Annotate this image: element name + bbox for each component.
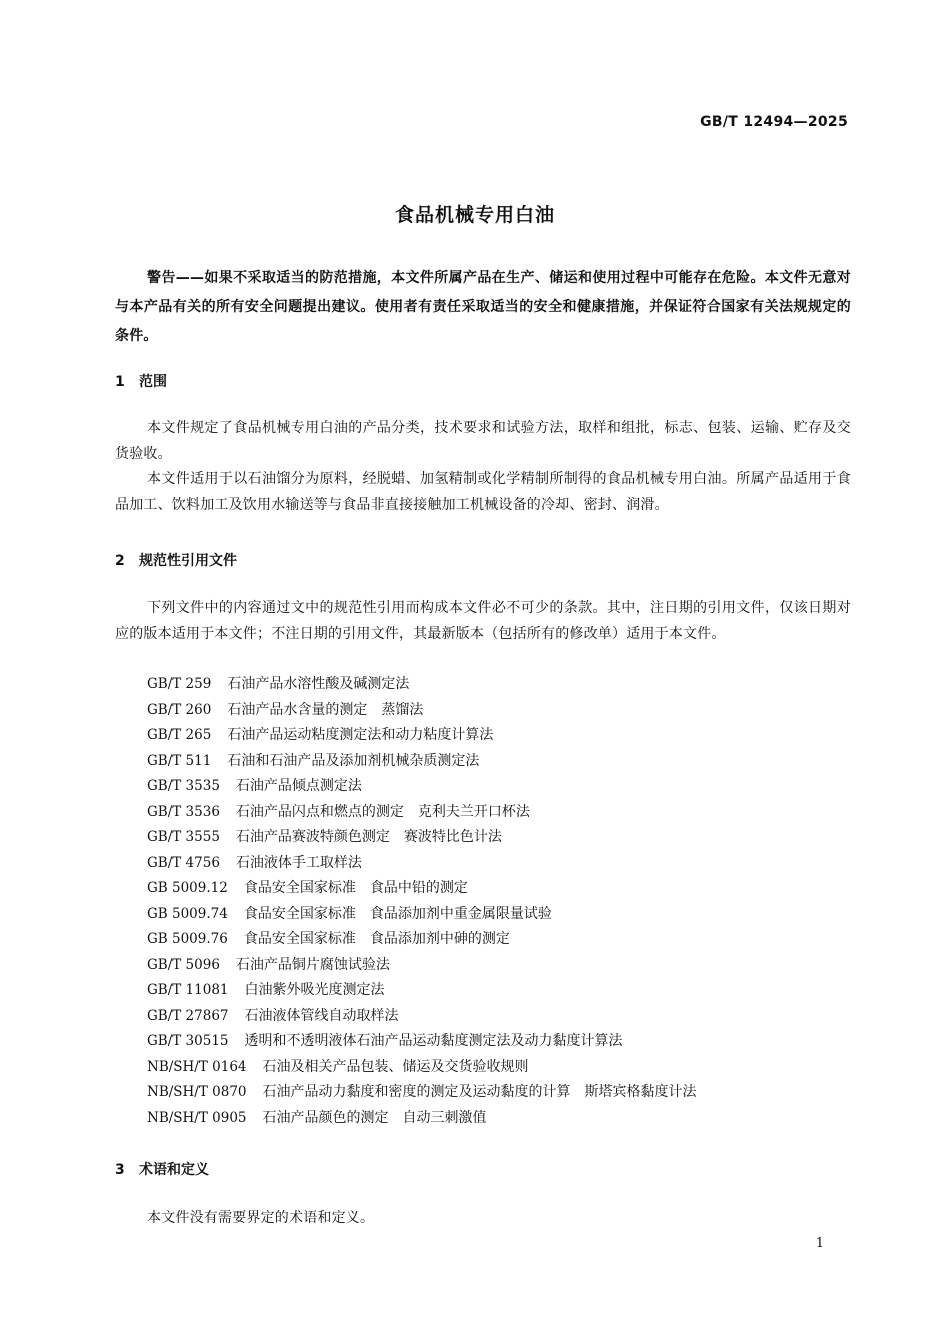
reference-item bbox=[147, 927, 697, 953]
reference-title: 石油产品铜片腐蚀试验法 bbox=[235, 956, 390, 973]
reference-title: 白油紫外吸光度测定法 bbox=[244, 982, 385, 998]
reference-item bbox=[147, 1055, 697, 1081]
section-title: 范围 bbox=[139, 374, 167, 390]
reference-code: GB 5009.76 bbox=[147, 931, 228, 947]
reference-title: 食品安全国家标准 食品添加剂中砷的测定 bbox=[243, 931, 510, 947]
reference-item bbox=[147, 1004, 697, 1030]
reference-code: GB/T 30515 bbox=[147, 1033, 229, 1049]
reference-item bbox=[147, 902, 697, 928]
section-heading-normative-refs bbox=[115, 550, 237, 570]
reference-list bbox=[147, 672, 697, 1131]
reference-code: GB/T 5096 bbox=[147, 956, 220, 973]
reference-item bbox=[147, 672, 697, 698]
reference-title: 石油和石油产品及添加剂机械杂质测定法 bbox=[227, 752, 480, 769]
section-title: 术语和定义 bbox=[139, 1162, 209, 1178]
reference-item bbox=[147, 774, 697, 800]
reference-title: 石油产品赛波特颜色测定 赛波特比色计法 bbox=[235, 829, 502, 845]
reference-title: 石油产品颜色的测定 自动三刺激值 bbox=[262, 1109, 487, 1126]
reference-code: NB/SH/T 0164 bbox=[147, 1058, 247, 1075]
section-number: 2 bbox=[115, 553, 125, 569]
reference-code: GB/T 27867 bbox=[147, 1007, 229, 1024]
reference-code: GB/T 265 bbox=[147, 727, 212, 743]
scope-paragraph: 本文件规定了食品机械专用白油的产品分类，技术要求和试验方法，取样和组批，标志、包装、运输、贮存及交货验收。 bbox=[115, 420, 851, 462]
section-heading-terms bbox=[115, 1159, 209, 1179]
reference-title: 石油及相关产品包装、储运及交货验收规则 bbox=[262, 1058, 529, 1075]
reference-item bbox=[147, 876, 697, 902]
reference-code: GB/T 3555 bbox=[147, 829, 220, 845]
reference-title: 透明和不透明液体石油产品运动黏度测定法及动力黏度计算法 bbox=[244, 1033, 623, 1049]
reference-title: 石油产品水溶性酸及碱测定法 bbox=[227, 676, 410, 692]
reference-item bbox=[147, 851, 697, 877]
reference-title: 石油液体手工取样法 bbox=[235, 854, 362, 871]
reference-title: 石油产品闪点和燃点的测定 克利夫兰开口杯法 bbox=[235, 803, 530, 820]
reference-title: 食品安全国家标准 食品添加剂中重金属限量试验 bbox=[243, 905, 552, 922]
reference-item bbox=[147, 800, 697, 826]
standard-number: GB/T 12494—2025 bbox=[700, 114, 848, 130]
document-title: 食品机械专用白油 bbox=[394, 204, 555, 226]
reference-code: NB/SH/T 0905 bbox=[147, 1109, 247, 1126]
terms-paragraph: 本文件没有需要界定的术语和定义。 bbox=[147, 1210, 375, 1226]
reference-code: GB/T 3535 bbox=[147, 778, 220, 794]
reference-code: GB 5009.12 bbox=[147, 880, 228, 896]
reference-code: GB/T 260 bbox=[147, 701, 212, 718]
reference-code: GB/T 511 bbox=[147, 752, 212, 769]
reference-title: 食品安全国家标准 食品中铅的测定 bbox=[243, 880, 468, 896]
reference-code: GB/T 3536 bbox=[147, 803, 220, 820]
reference-title: 石油液体管线自动取样法 bbox=[244, 1007, 399, 1024]
normative-refs-intro: 下列文件中的内容通过文中的规范性引用而构成本文件必不可少的条款。其中，注日期的引用文件，仅该日期对应的版本适用于本文件；不注日期的引用文件，其最新版本（包括所有的修改单）适用于本文件。 bbox=[115, 600, 851, 642]
section-title: 规范性引用文件 bbox=[139, 553, 237, 569]
reference-item bbox=[147, 698, 697, 724]
warning-paragraph: 警告——如果不采取适当的防范措施，本文件所属产品在生产、储运和使用过程中可能存在危险。本文件无意对与本产品有关的所有安全问题提出建议。使用者有责任采取适当的安全和健康措施，并保证符合国家有关法规规定的条件。 bbox=[115, 270, 851, 344]
reference-code: NB/SH/T 0870 bbox=[147, 1084, 247, 1100]
page-number: 1 bbox=[815, 1236, 824, 1251]
reference-code: GB/T 11081 bbox=[147, 982, 229, 998]
reference-title: 石油产品动力黏度和密度的测定及运动黏度的计算 斯塔宾格黏度计法 bbox=[262, 1084, 697, 1100]
reference-code: GB 5009.74 bbox=[147, 905, 228, 922]
reference-item bbox=[147, 749, 697, 775]
reference-item bbox=[147, 825, 697, 851]
reference-title: 石油产品运动粘度测定法和动力粘度计算法 bbox=[227, 727, 494, 743]
reference-item bbox=[147, 1106, 697, 1132]
reference-title: 石油产品倾点测定法 bbox=[235, 778, 362, 794]
section-number: 1 bbox=[115, 374, 125, 390]
reference-title: 石油产品水含量的测定 蒸馏法 bbox=[227, 701, 424, 718]
reference-item bbox=[147, 953, 697, 979]
scope-paragraph: 本文件适用于以石油馏分为原料，经脱蜡、加氢精制或化学精制所制得的食品机械专用白油。所属产品适用于食品加工、饮料加工及饮用水输送等与食品非直接接触加工机械设备的冷却、密封、润滑。 bbox=[115, 471, 851, 513]
reference-code: GB/T 259 bbox=[147, 676, 212, 692]
section-heading-scope bbox=[115, 371, 167, 391]
reference-item bbox=[147, 978, 697, 1004]
section-number: 3 bbox=[115, 1162, 125, 1178]
reference-item bbox=[147, 723, 697, 749]
reference-item bbox=[147, 1080, 697, 1106]
reference-code: GB/T 4756 bbox=[147, 854, 220, 871]
reference-item bbox=[147, 1029, 697, 1055]
